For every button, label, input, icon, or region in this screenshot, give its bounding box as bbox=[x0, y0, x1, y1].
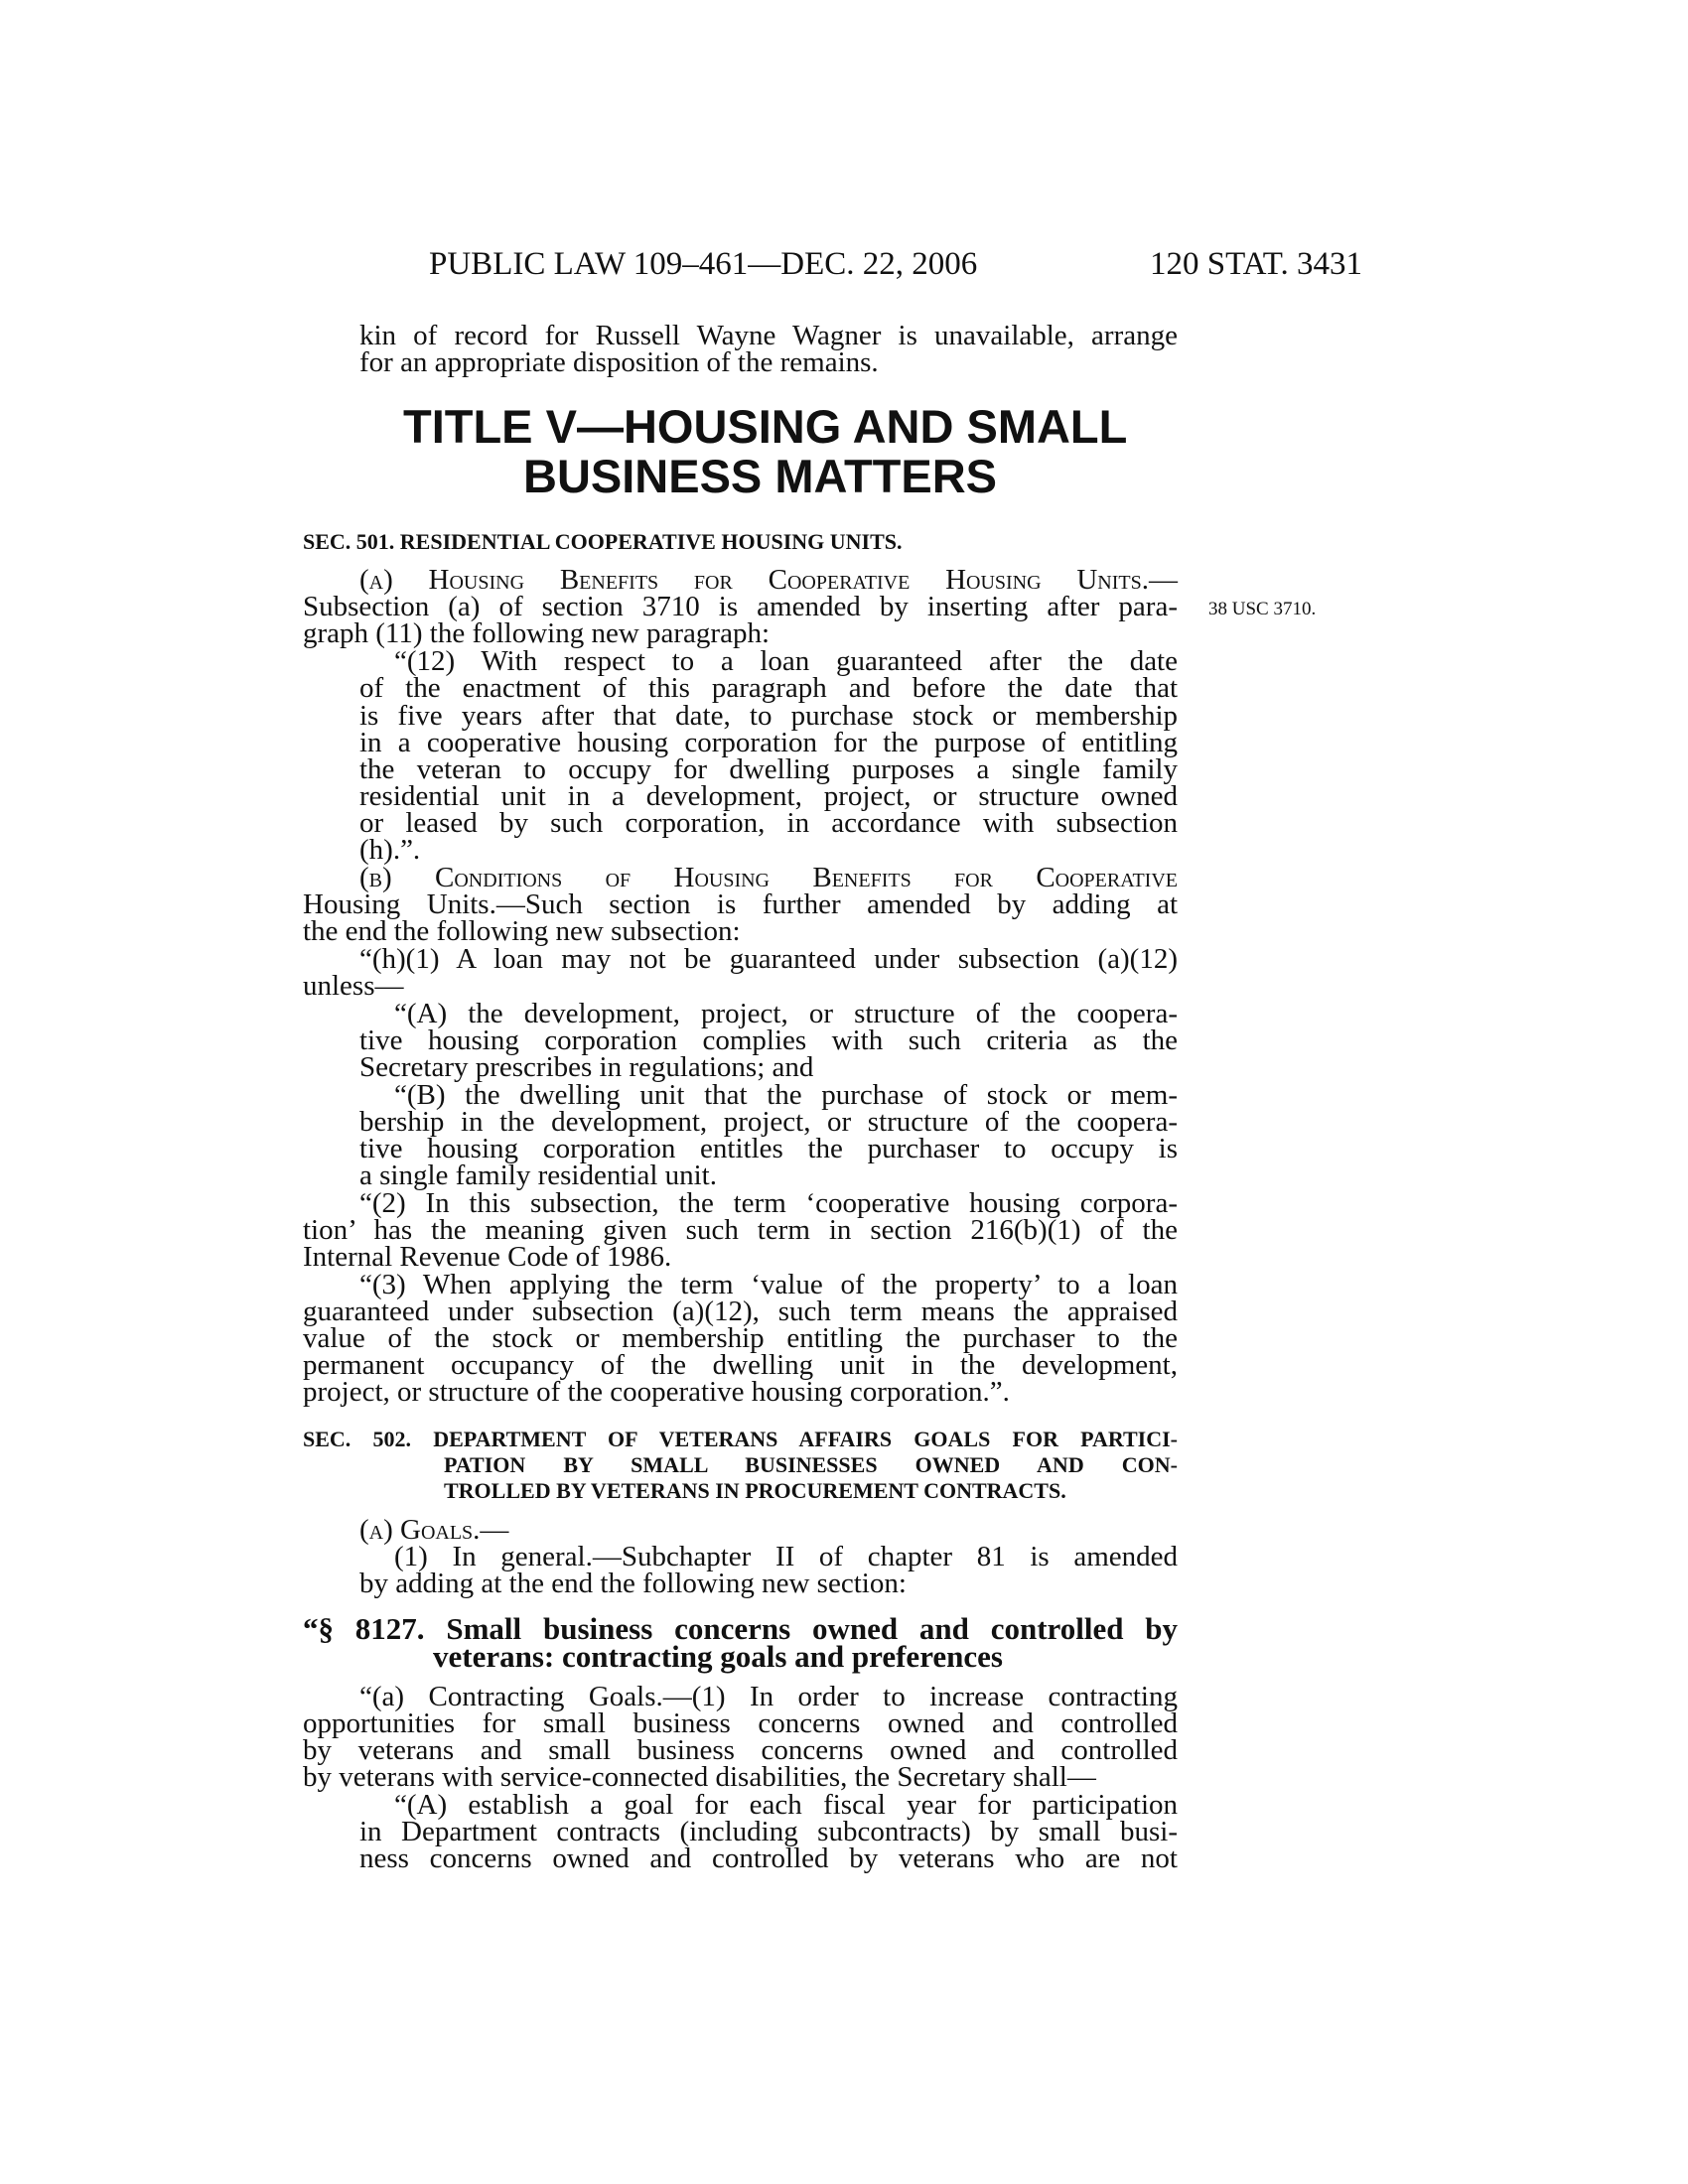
intro-line: for an appropriate disposition of the remains. bbox=[359, 346, 879, 378]
body-line: by adding at the end the following new section: bbox=[359, 1568, 907, 1599]
running-header-left: PUBLIC LAW 109–461—DEC. 22, 2006 bbox=[429, 246, 978, 282]
body-line: Secretary prescribes in regulations; and bbox=[359, 1051, 814, 1083]
title-line-1: TITLE V—HOUSING AND SMALL bbox=[403, 400, 1128, 453]
title-line-2: BUSINESS MATTERS bbox=[523, 450, 997, 502]
body-line: “(A) the development, project, or structure of the coopera- bbox=[394, 998, 1178, 1029]
body-line: a single family residential unit. bbox=[359, 1160, 717, 1191]
body-line: or leased by such corporation, in accordance with subsection bbox=[359, 807, 1178, 839]
margin-citation: 38 USC 3710. bbox=[1208, 599, 1317, 619]
body-line: graph (11) the following new paragraph: bbox=[303, 617, 771, 649]
body-line: the end the following new subsection: bbox=[303, 915, 741, 947]
subsection-a-heading: (a) Housing Benefits for Cooperative Housing Units.— bbox=[359, 564, 1178, 596]
running-header-right: 120 STAT. 3431 bbox=[1150, 246, 1363, 282]
body-line: tive housing corporation complies with such criteria as the bbox=[359, 1024, 1178, 1056]
section-502-heading: SEC. 502. DEPARTMENT OF VETERANS AFFAIRS GOALS FOR PARTICI- bbox=[303, 1427, 1178, 1451]
intro-line: kin of record for Russell Wayne Wagner is unavailable, arrange bbox=[359, 320, 1178, 351]
body-line: of the enactment of this paragraph and before the date that bbox=[359, 672, 1178, 704]
section-8127-heading: “§ 8127. Small business concerns owned and controlled by bbox=[303, 1611, 1178, 1646]
body-line: (1) In general.—Subchapter II of chapter 81 is amended bbox=[394, 1541, 1178, 1572]
body-line: is five years after that date, to purchase stock or membership bbox=[359, 700, 1178, 732]
section-8127-heading: veterans: contracting goals and preferences bbox=[433, 1639, 1003, 1674]
body-line: guaranteed under subsection (a)(12), such term means the appraised bbox=[303, 1296, 1178, 1327]
body-line: (h).”. bbox=[359, 834, 421, 866]
body-line: “(B) the dwelling unit that the purchase of stock or mem- bbox=[394, 1079, 1178, 1111]
body-line: “(a) Contracting Goals.—(1) In order to increase contracting bbox=[359, 1681, 1178, 1712]
section-501-heading: SEC. 501. RESIDENTIAL COOPERATIVE HOUSING UNITS. bbox=[303, 529, 903, 554]
body-line: in a cooperative housing corporation for the purpose of entitling bbox=[359, 727, 1178, 758]
section-502-heading: PATION BY SMALL BUSINESSES OWNED AND CON- bbox=[444, 1452, 1178, 1477]
subsection-goals-heading: (a) Goals.— bbox=[359, 1514, 509, 1546]
body-line: by veterans with service-connected disabilities, the Secretary shall— bbox=[303, 1761, 1096, 1793]
body-line: unless— bbox=[303, 970, 404, 1002]
body-line: in Department contracts (including subcontracts) by small busi- bbox=[359, 1816, 1178, 1847]
body-line: Subsection (a) of section 3710 is amended by inserting after para- bbox=[303, 591, 1178, 622]
body-line: by veterans and small business concerns owned and controlled bbox=[303, 1734, 1178, 1766]
section-502-heading: TROLLED BY VETERANS IN PROCUREMENT CONTRACTS. bbox=[444, 1478, 1066, 1503]
body-line: project, or structure of the cooperative housing corporation.”. bbox=[303, 1376, 1010, 1408]
body-line: “(A) establish a goal for each fiscal year for participation bbox=[394, 1789, 1178, 1821]
subsection-b-heading: (b) Conditions of Housing Benefits for Cooperative bbox=[359, 862, 1178, 893]
body-line: “(2) In this subsection, the term ‘cooperative housing corpora- bbox=[359, 1187, 1178, 1219]
body-line: the veteran to occupy for dwelling purposes a single family bbox=[359, 753, 1178, 785]
body-line: “(h)(1) A loan may not be guaranteed under subsection (a)(12) bbox=[359, 943, 1178, 975]
body-line: residential unit in a development, project, or structure owned bbox=[359, 780, 1178, 812]
body-line: opportunities for small business concerns owned and controlled bbox=[303, 1707, 1178, 1739]
body-line: ness concerns owned and controlled by veterans who are not bbox=[359, 1843, 1178, 1874]
body-line: bership in the development, project, or structure of the coopera- bbox=[359, 1106, 1178, 1138]
body-line: tion’ has the meaning given such term in section 216(b)(1) of the bbox=[303, 1214, 1178, 1246]
body-line: permanent occupancy of the dwelling unit in the development, bbox=[303, 1349, 1178, 1381]
body-line: Internal Revenue Code of 1986. bbox=[303, 1241, 672, 1273]
body-line: “(3) When applying the term ‘value of the property’ to a loan bbox=[359, 1269, 1178, 1300]
body-line: “(12) With respect to a loan guaranteed after the date bbox=[394, 645, 1178, 677]
body-line: value of the stock or membership entitling the purchaser to the bbox=[303, 1322, 1178, 1354]
body-line: tive housing corporation entitles the purchaser to occupy is bbox=[359, 1133, 1178, 1164]
body-line: Housing Units.—Such section is further amended by adding at bbox=[303, 888, 1178, 920]
